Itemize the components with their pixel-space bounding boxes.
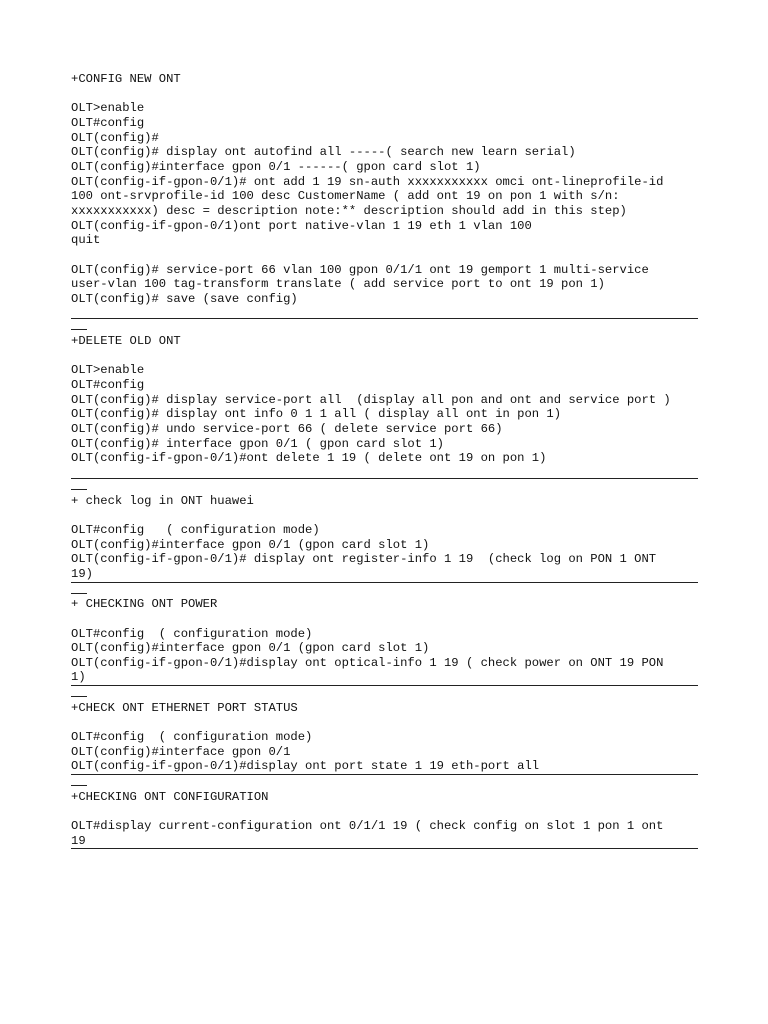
command-line: OLT(config)# — [71, 130, 159, 145]
command-line: OLT#config — [71, 115, 145, 130]
command-line: OLT#config ( configuration mode) — [71, 522, 320, 537]
command-line: OLT#config ( configuration mode) — [71, 626, 313, 641]
section-heading: + check log in ONT huawei — [71, 493, 254, 508]
command-line: OLT(config)# display service-port all (display all pon and ont and service port ) — [71, 392, 671, 407]
command-line: OLT>enable — [71, 363, 145, 378]
command-line: OLT(config)# service-port 66 vlan 100 gpon 0/1/1 ont 19 gemport 1 multi-service — [71, 262, 649, 277]
command-line: xxxxxxxxxxx) desc = description note:** description should add in this step) — [71, 203, 627, 218]
command-line: 1) — [71, 670, 86, 685]
command-line: OLT#display current-configuration ont 0/1/1 19 ( check config on slot 1 pon 1 ont — [71, 818, 664, 833]
command-line: OLT#config ( configuration mode) — [71, 730, 313, 745]
blank-line — [71, 715, 698, 730]
command-line: OLT>enable — [71, 101, 145, 116]
command-line: 19 — [71, 833, 86, 848]
command-line: 19) — [71, 566, 93, 581]
section-divider-tail — [71, 583, 698, 598]
command-line: OLT(config)#interface gpon 0/1 (gpon card slot 1) — [71, 537, 430, 552]
command-line: OLT(config)# interface gpon 0/1 ( gpon card slot 1) — [71, 436, 444, 451]
section-divider — [71, 306, 698, 319]
command-line: OLT(config-if-gpon-0/1)# ont add 1 19 sn-auth xxxxxxxxxxx omci ont-lineprofile-id — [71, 174, 664, 189]
blank-line — [71, 349, 698, 364]
section-config-new-ont — [71, 72, 698, 306]
section-divider — [71, 466, 698, 479]
blank-line — [71, 612, 698, 627]
command-line: OLT(config)# save (save config) — [71, 291, 298, 306]
section-divider-tail — [71, 319, 698, 334]
section-divider-tail — [71, 479, 698, 494]
section-checking-ont-power — [71, 597, 698, 685]
command-line: OLT(config-if-gpon-0/1)#ont delete 1 19 ( delete ont 19 on pon 1) — [71, 451, 547, 466]
command-line: user-vlan 100 tag-transform translate ( add service port to ont 19 pon 1) — [71, 277, 605, 292]
section-divider — [71, 848, 698, 849]
section-heading: +DELETE OLD ONT — [71, 334, 181, 349]
blank-line — [71, 804, 698, 819]
section-divider-tail — [71, 775, 698, 790]
command-line: OLT(config-if-gpon-0/1)#display ont optical-info 1 19 ( check power on ONT 19 PON — [71, 655, 664, 670]
section-heading: +CONFIG NEW ONT — [71, 72, 181, 86]
command-line: OLT(config)# display ont autofind all -----( search new learn serial) — [71, 145, 576, 160]
section-check-ethernet-port-status — [71, 701, 698, 774]
command-line: OLT(config)# undo service-port 66 ( delete service port 66) — [71, 422, 503, 437]
command-line: OLT(config-if-gpon-0/1)#display ont port state 1 19 eth-port all — [71, 759, 540, 774]
section-heading: +CHECKING ONT CONFIGURATION — [71, 789, 269, 804]
command-line: OLT(config)#interface gpon 0/1 ------( gpon card slot 1) — [71, 159, 481, 174]
command-line: OLT(config)#interface gpon 0/1 — [71, 744, 291, 759]
section-delete-old-ont — [71, 334, 698, 466]
section-checking-ont-configuration — [71, 790, 698, 849]
section-heading: + CHECKING ONT POWER — [71, 597, 218, 612]
command-line: OLT#config — [71, 378, 145, 393]
section-check-log — [71, 494, 698, 582]
section-divider-tail — [71, 686, 698, 701]
blank-line — [71, 248, 698, 263]
blank-line — [71, 87, 698, 102]
section-heading: +CHECK ONT ETHERNET PORT STATUS — [71, 700, 298, 715]
document-page — [71, 72, 698, 849]
command-line: OLT(config-if-gpon-0/1)# display ont register-info 1 19 (check log on PON 1 ONT — [71, 552, 657, 567]
command-line: quit — [71, 233, 101, 248]
command-line: 100 ont-srvprofile-id 100 desc CustomerName ( add ont 19 on pon 1 with s/n: — [71, 189, 620, 204]
command-line: OLT(config-if-gpon-0/1)ont port native-vlan 1 19 eth 1 vlan 100 — [71, 218, 532, 233]
blank-line — [71, 508, 698, 523]
command-line: OLT(config)#interface gpon 0/1 (gpon card slot 1) — [71, 641, 430, 656]
command-line: OLT(config)# display ont info 0 1 1 all ( display all ont in pon 1) — [71, 407, 562, 422]
